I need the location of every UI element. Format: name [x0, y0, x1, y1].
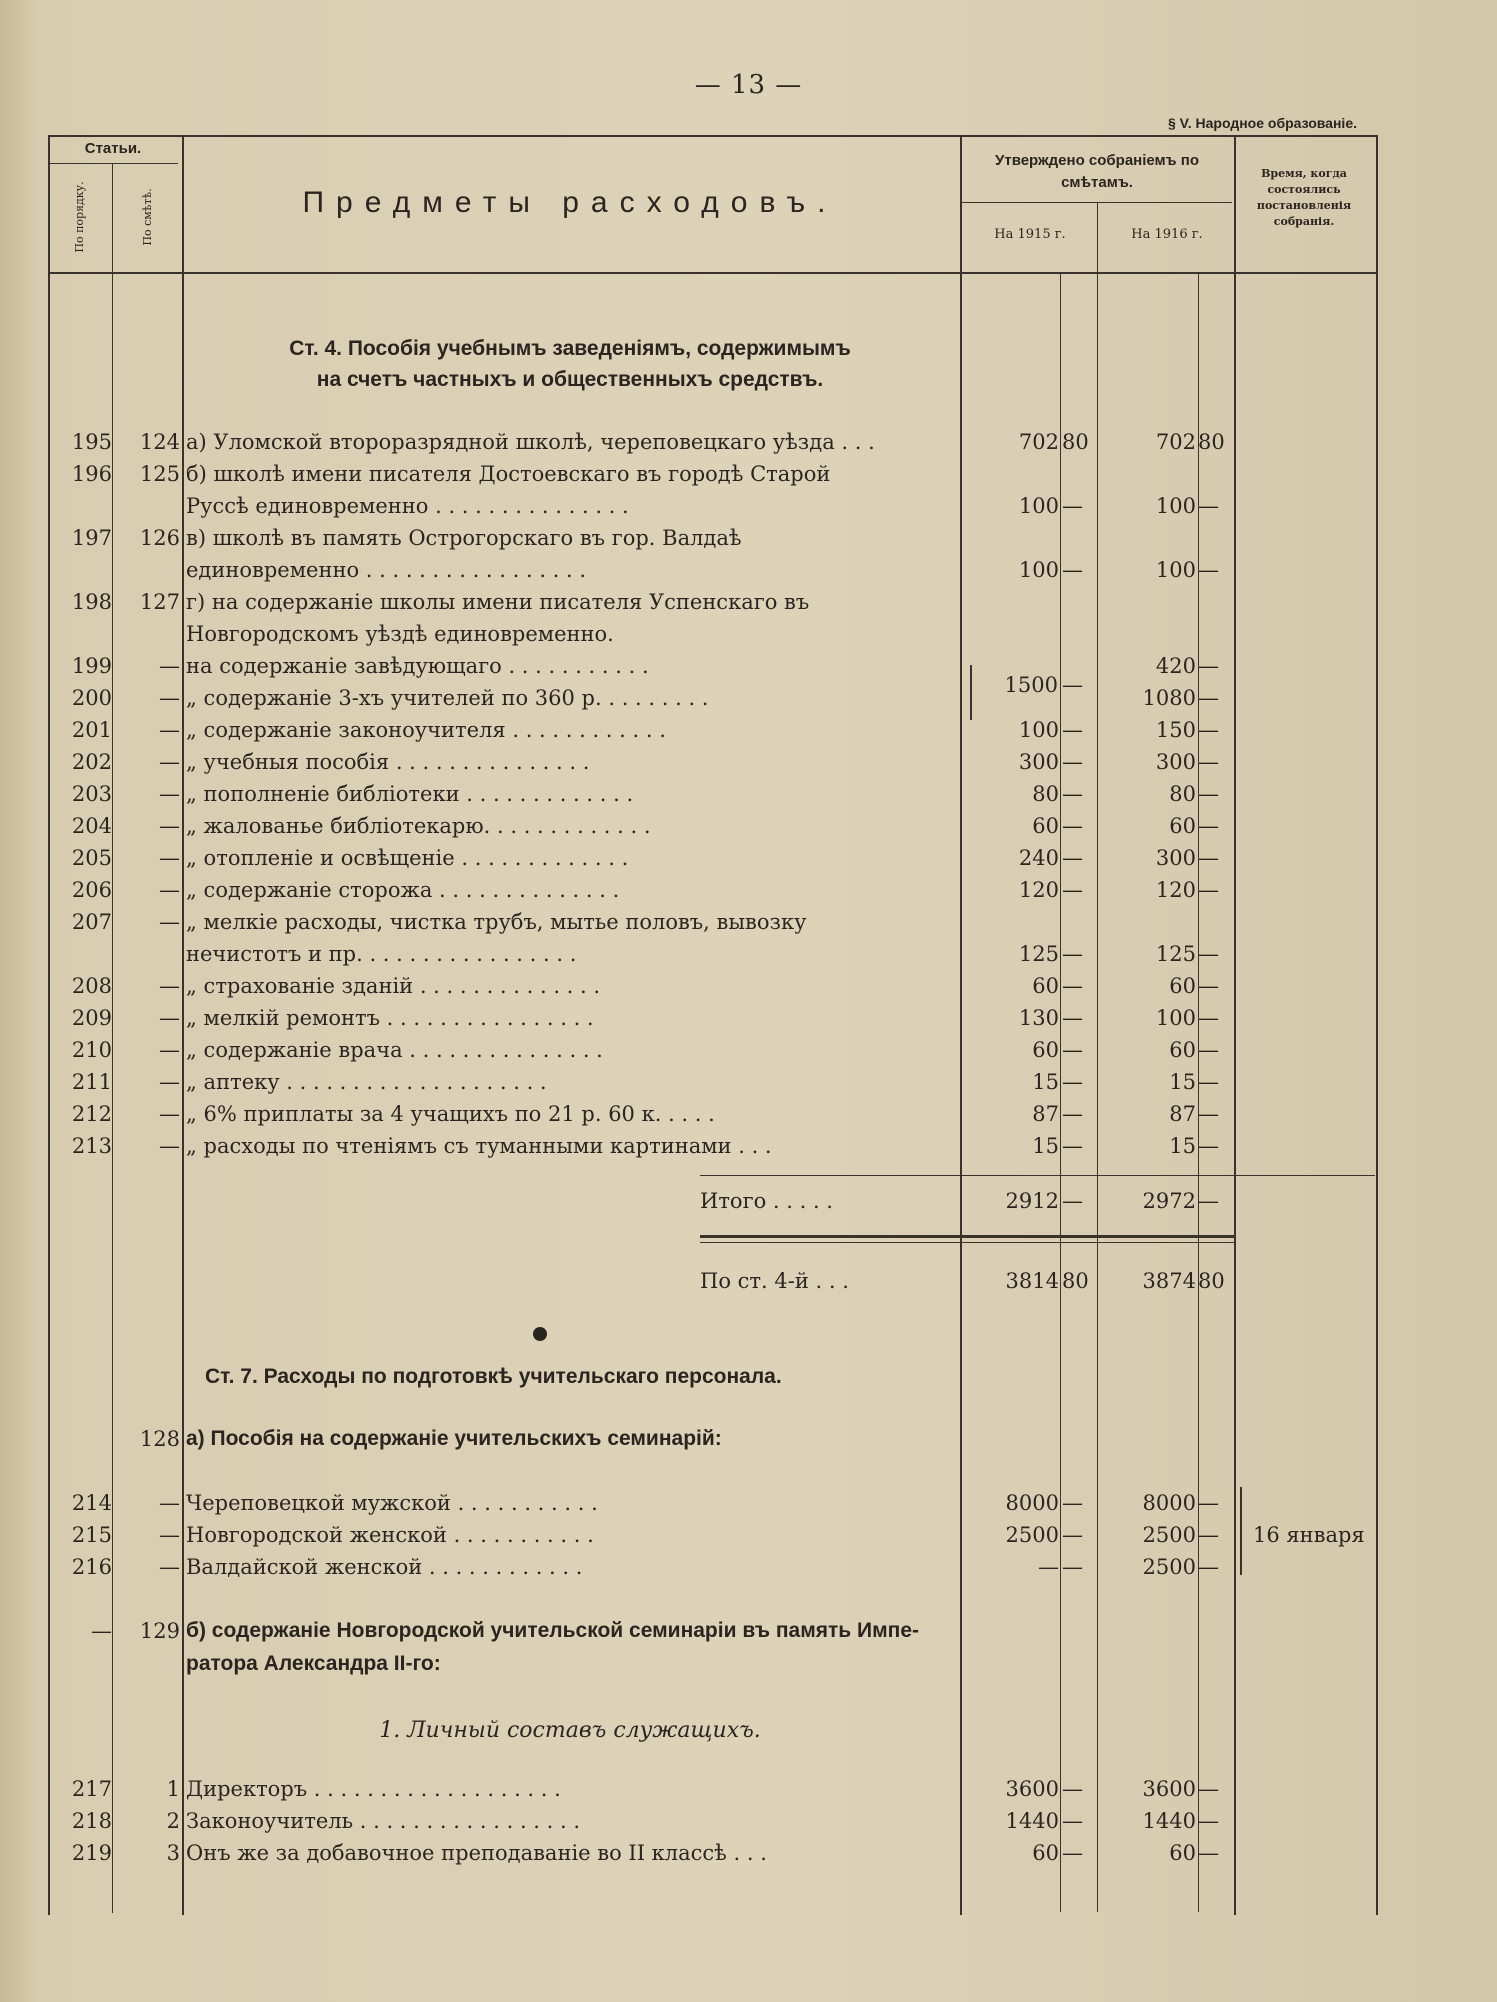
row-smeta-number: —: [159, 718, 180, 742]
value-1916-kop: —: [1198, 1491, 1219, 1515]
value-1916-kop: —: [1198, 846, 1219, 870]
table-row: [0, 556, 1497, 586]
table-row: [0, 1100, 1497, 1130]
row-text: Новгородскомъ уѣздѣ единовременно.: [186, 622, 614, 646]
row-number: 212: [71, 1102, 112, 1126]
row-text: „ содержаніе 3-хъ учителей по 360 р. . . . . . . . .: [186, 686, 709, 710]
value-1500-kop: —: [1062, 673, 1083, 697]
value-1916: 60: [1169, 1038, 1196, 1062]
row-text: Онъ же за добавочное преподаваніе во II классѣ . . .: [186, 1841, 767, 1865]
itogo-1915-kop: —: [1062, 1189, 1083, 1213]
row-smeta-number: —: [159, 1134, 180, 1158]
row-text: Директоръ . . . . . . . . . . . . . . . . . . .: [186, 1777, 561, 1801]
header-predmety: Предметы расходовъ.: [302, 186, 838, 219]
table-row: [0, 684, 1497, 714]
itogo-rule-bottom-2: [700, 1242, 1235, 1243]
row-number: 217: [71, 1777, 112, 1801]
row-text: „ 6% приплаты за 4 учащихъ по 21 р. 60 к. . . . .: [186, 1102, 715, 1126]
table-row: [0, 940, 1497, 970]
value-1916: 60: [1169, 974, 1196, 998]
table-top-rule: [48, 135, 1378, 137]
row-number: 219: [71, 1841, 112, 1865]
value-1916: 3600: [1142, 1777, 1196, 1801]
section-title: § V. Народное образованіе.: [1168, 115, 1357, 131]
row-text: „ отопленіе и освѣщеніе . . . . . . . . . . . . .: [186, 846, 629, 870]
value-1916-kop: —: [1198, 750, 1219, 774]
row-smeta-number: —: [159, 846, 180, 870]
row-number: 199: [71, 654, 112, 678]
row-129-text-1: б) содержаніе Новгородской учительской семинаріи въ память Импе-: [186, 1619, 920, 1642]
value-1500: 1500: [1004, 673, 1058, 697]
value-1916: 702: [1155, 430, 1196, 454]
table-row: [0, 748, 1497, 778]
table-row: [0, 1775, 1497, 1805]
value-1916: 420: [1155, 654, 1196, 678]
row-text: Законоучитель . . . . . . . . . . . . . . . . .: [186, 1809, 581, 1833]
row-number: 211: [71, 1070, 112, 1094]
value-1916: 300: [1155, 750, 1196, 774]
value-1915: 8000: [1005, 1491, 1059, 1515]
value-1916: 150: [1155, 718, 1196, 742]
row-129-smeta: 129: [139, 1619, 180, 1643]
row-smeta-number: 126: [139, 526, 180, 550]
value-1916-kop: —: [1198, 494, 1219, 518]
value-1916: 125: [1155, 942, 1196, 966]
row-text: б) школѣ имени писателя Достоевскаго въ городѣ Старой: [186, 462, 831, 486]
value-1916-kop: —: [1198, 558, 1219, 582]
value-1916: 60: [1169, 814, 1196, 838]
table-row: [0, 1839, 1497, 1869]
row-smeta-number: —: [159, 910, 180, 934]
row-smeta-number: —: [159, 1038, 180, 1062]
header-po-poryadku: По порядку.: [73, 181, 86, 253]
row-number: 210: [71, 1038, 112, 1062]
value-1915: —: [1038, 1555, 1059, 1579]
table-row: [0, 428, 1497, 458]
row-text: „ содержаніе врача . . . . . . . . . . . . . . .: [186, 1038, 603, 1062]
value-1915-kop: —: [1062, 750, 1083, 774]
value-1916-kop: —: [1198, 1038, 1219, 1062]
table-row: [0, 1489, 1497, 1519]
table-row: [0, 588, 1497, 618]
row-number: 209: [71, 1006, 112, 1030]
row-number: 216: [71, 1555, 112, 1579]
row-text: „ страхованіе зданій . . . . . . . . . . . . . .: [186, 974, 601, 998]
table-row: [0, 876, 1497, 906]
header-statyi: Статьи.: [84, 140, 142, 157]
header-year-1916: На 1916 г.: [1131, 227, 1203, 242]
table-row: [0, 620, 1497, 650]
value-1915-kop: —: [1062, 1841, 1083, 1865]
value-1916: 80: [1169, 782, 1196, 806]
value-1916-kop: —: [1198, 654, 1219, 678]
value-1915-kop: —: [1062, 1102, 1083, 1126]
value-1916: 100: [1155, 494, 1196, 518]
row-smeta-number: —: [159, 654, 180, 678]
table-row: [0, 652, 1497, 682]
value-1915: 2500: [1005, 1523, 1059, 1547]
po-st4-1915: 3814: [1005, 1269, 1059, 1293]
itogo-row: [0, 1187, 1497, 1217]
value-1915-kop: —: [1062, 1038, 1083, 1062]
value-1916-kop: —: [1198, 1555, 1219, 1579]
value-1916-kop: —: [1198, 1841, 1219, 1865]
value-1915: 702: [1018, 430, 1059, 454]
row-text: Череповецкой мужской . . . . . . . . . . .: [186, 1491, 598, 1515]
row-text: „ содержаніе законоучителя . . . . . . . . . . . .: [186, 718, 666, 742]
value-1915-kop: —: [1062, 814, 1083, 838]
value-1916-kop: —: [1198, 814, 1219, 838]
value-1915-kop: —: [1062, 942, 1083, 966]
row-smeta-number: 3: [166, 1841, 180, 1865]
row-text: „ пополненіе библіотеки . . . . . . . . . . . . .: [186, 782, 634, 806]
row-smeta-number: —: [159, 782, 180, 806]
value-1915-kop: —: [1062, 1491, 1083, 1515]
table-row: [0, 1553, 1497, 1583]
value-1916: 87: [1169, 1102, 1196, 1126]
subheading-staff: 1. Личный составъ служащихъ.: [379, 1718, 761, 1743]
value-1915-kop: 80: [1062, 430, 1089, 454]
value-1916: 120: [1155, 878, 1196, 902]
value-1915: 60: [1032, 1841, 1059, 1865]
row-smeta-number: —: [159, 686, 180, 710]
value-1915-kop: —: [1062, 974, 1083, 998]
value-1915: 60: [1032, 974, 1059, 998]
value-1915: 15: [1032, 1134, 1059, 1158]
header-year-1915: На 1915 г.: [994, 227, 1066, 242]
row-number: 201: [71, 718, 112, 742]
value-1915-kop: —: [1062, 846, 1083, 870]
row-number: 195: [71, 430, 112, 454]
row-smeta-number: —: [159, 974, 180, 998]
value-1915: 87: [1032, 1102, 1059, 1126]
value-1915-kop: —: [1062, 782, 1083, 806]
row-smeta-number: —: [159, 1102, 180, 1126]
row-129-cont: [0, 1650, 1497, 1680]
value-1915: 15: [1032, 1070, 1059, 1094]
table-row: [0, 780, 1497, 810]
value-1915-kop: —: [1062, 1555, 1083, 1579]
value-1916-kop: —: [1198, 1523, 1219, 1547]
row-text: „ мелкій ремонтъ . . . . . . . . . . . . . . . .: [186, 1006, 594, 1030]
header-po-smete: По смѣтѣ.: [141, 188, 154, 246]
value-1915-kop: —: [1062, 718, 1083, 742]
value-1915: 3600: [1005, 1777, 1059, 1801]
value-1916: 100: [1155, 1006, 1196, 1030]
table-row: [0, 972, 1497, 1002]
table-row: [0, 1807, 1497, 1837]
row-text: а) Уломской второразрядной школѣ, череповецкаго уѣзда . . .: [186, 430, 875, 454]
row-smeta-number: 127: [139, 590, 180, 614]
value-1915-kop: —: [1062, 1070, 1083, 1094]
row-number: 214: [71, 1491, 112, 1515]
row-smeta-number: 124: [139, 430, 180, 454]
value-1915: 60: [1032, 814, 1059, 838]
time-16-january: 16 января: [1253, 1523, 1365, 1547]
table-row: [0, 908, 1497, 938]
row-number: 213: [71, 1134, 112, 1158]
row-number: 198: [71, 590, 112, 614]
header-vremya: Время, когда состоялись постановленія собранія.: [1256, 167, 1352, 228]
value-1916-kop: —: [1198, 1809, 1219, 1833]
value-1916-kop: —: [1198, 1070, 1219, 1094]
value-1916-kop: —: [1198, 942, 1219, 966]
value-1915-kop: —: [1062, 1523, 1083, 1547]
table-row: [0, 716, 1497, 746]
row-text: „ мелкіе расходы, чистка трубъ, мытье половъ, вывозку: [186, 910, 807, 934]
itogo-1916: 2972: [1142, 1189, 1196, 1213]
value-1916-kop: —: [1198, 1777, 1219, 1801]
row-smeta-number: —: [159, 1070, 180, 1094]
itogo-label: Итого . . . . .: [700, 1189, 833, 1213]
table-row: [0, 1004, 1497, 1034]
table-row: [0, 460, 1497, 490]
row-smeta-number: —: [159, 1491, 180, 1515]
row-text: „ жалованье библіотекарю. . . . . . . . . . . . .: [186, 814, 651, 838]
table-row: [0, 1036, 1497, 1066]
page-number: — 13 —: [694, 70, 803, 100]
row-129-text-2: ратора Александра II-го:: [186, 1652, 441, 1675]
value-1915: 1440: [1005, 1809, 1059, 1833]
row-number: 204: [71, 814, 112, 838]
value-1915: 100: [1018, 718, 1059, 742]
value-1916: 100: [1155, 558, 1196, 582]
po-st4-1916: 3874: [1142, 1269, 1196, 1293]
row-number: 206: [71, 878, 112, 902]
row-number: 205: [71, 846, 112, 870]
itogo-1915: 2912: [1005, 1189, 1059, 1213]
row-smeta-number: —: [159, 878, 180, 902]
row-number: 207: [71, 910, 112, 934]
row-number: 203: [71, 782, 112, 806]
brace-16jan: [1240, 1487, 1242, 1575]
row-smeta-number: —: [159, 814, 180, 838]
row-smeta-number: 2: [166, 1809, 180, 1833]
value-1915: 125: [1018, 942, 1059, 966]
value-1916-kop: —: [1198, 974, 1219, 998]
table-row: [0, 492, 1497, 522]
value-1916: 8000: [1142, 1491, 1196, 1515]
value-1915: 120: [1018, 878, 1059, 902]
value-1915: 300: [1018, 750, 1059, 774]
table-row: [0, 1132, 1497, 1162]
value-1916: 15: [1169, 1070, 1196, 1094]
row-129-num: —: [91, 1619, 112, 1643]
row-text: Руссѣ единовременно . . . . . . . . . . . . . . .: [186, 494, 629, 518]
row-text: на содержаніе завѣдующаго . . . . . . . . . . .: [186, 654, 649, 678]
value-1916-kop: —: [1198, 1102, 1219, 1126]
row-number: 202: [71, 750, 112, 774]
value-1915: 130: [1018, 1006, 1059, 1030]
po-st4-1915-kop: 80: [1062, 1269, 1089, 1293]
value-1915-kop: —: [1062, 1006, 1083, 1030]
value-1915-kop: —: [1062, 1777, 1083, 1801]
header-bottom-rule: [48, 272, 1378, 274]
row-text: Новгородской женской . . . . . . . . . . .: [186, 1523, 594, 1547]
row-number: 200: [71, 686, 112, 710]
header-utverzhdeno: Утверждено собраніемъ по смѣтамъ.: [995, 152, 1199, 191]
row-number: 215: [71, 1523, 112, 1547]
value-1915: 100: [1018, 494, 1059, 518]
row-text: „ аптеку . . . . . . . . . . . . . . . . . . . .: [186, 1070, 547, 1094]
value-1916: 60: [1169, 1841, 1196, 1865]
ink-dot: [533, 1327, 547, 1341]
row-number: 197: [71, 526, 112, 550]
row-text: Валдайской женской . . . . . . . . . . . .: [186, 1555, 583, 1579]
art4-title-line2: на счетъ частныхъ и общественныхъ средствъ.: [316, 368, 824, 391]
row-number: 208: [71, 974, 112, 998]
row-128: [0, 1425, 1497, 1455]
po-st4-label: По ст. 4-й . . .: [700, 1269, 849, 1293]
value-1916: 300: [1155, 846, 1196, 870]
value-1916-kop: —: [1198, 686, 1219, 710]
row-129: [0, 1617, 1497, 1647]
value-1916-kop: —: [1198, 718, 1219, 742]
itogo-rule-top: [700, 1175, 1375, 1176]
row-smeta-number: —: [159, 1555, 180, 1579]
value-1916: 2500: [1142, 1555, 1196, 1579]
row-text: нечистотъ и пр. . . . . . . . . . . . . . . . .: [186, 942, 577, 966]
row-number: 196: [71, 462, 112, 486]
row-number: 218: [71, 1809, 112, 1833]
value-1915-kop: —: [1062, 1809, 1083, 1833]
row-text: в) школѣ въ память Острогорскаго въ гор. Валдаѣ: [186, 526, 742, 550]
value-1916-kop: —: [1198, 1006, 1219, 1030]
value-1916-kop: —: [1198, 878, 1219, 902]
row-text: г) на содержаніе школы имени писателя Успенскаго въ: [186, 590, 810, 614]
row-text: „ содержаніе сторожа . . . . . . . . . . . . . .: [186, 878, 620, 902]
row-smeta-number: —: [159, 1006, 180, 1030]
itogo-1916-kop: —: [1198, 1189, 1219, 1213]
value-1916: 1080: [1142, 686, 1196, 710]
row-text: „ учебныя пособія . . . . . . . . . . . . . . .: [186, 750, 590, 774]
table-row: [0, 524, 1497, 554]
value-1916: 1440: [1142, 1809, 1196, 1833]
value-1915-kop: —: [1062, 878, 1083, 902]
value-1915-kop: —: [1062, 558, 1083, 582]
row-smeta-number: 125: [139, 462, 180, 486]
row-128-text: а) Пособія на содержаніе учительскихъ семинарій:: [186, 1427, 722, 1450]
statyi-rule: [48, 163, 178, 164]
table-row: [0, 812, 1497, 842]
row-smeta-number: 1: [166, 1777, 180, 1801]
value-1916-kop: —: [1198, 782, 1219, 806]
value-1915: 240: [1018, 846, 1059, 870]
po-st4-row: [0, 1267, 1497, 1297]
art7-title: Ст. 7. Расходы по подготовкѣ учительскаго персонала.: [205, 1365, 782, 1388]
value-1915: 80: [1032, 782, 1059, 806]
row-smeta-number: —: [159, 1523, 180, 1547]
value-1916: 15: [1169, 1134, 1196, 1158]
row-128-smeta: 128: [139, 1427, 180, 1451]
row-text: единовременно . . . . . . . . . . . . . . . . .: [186, 558, 587, 582]
itogo-rule-bottom: [700, 1235, 1235, 1238]
value-1916-kop: —: [1198, 1134, 1219, 1158]
value-1915-kop: —: [1062, 1134, 1083, 1158]
row-text: „ расходы по чтеніямъ съ туманными картинами . . .: [186, 1134, 772, 1158]
table-row: [0, 844, 1497, 874]
value-1915: 100: [1018, 558, 1059, 582]
value-1916-kop: 80: [1198, 430, 1225, 454]
table-row: [0, 1068, 1497, 1098]
value-1915-kop: —: [1062, 494, 1083, 518]
row-smeta-number: —: [159, 750, 180, 774]
brace-1500: [970, 665, 972, 720]
art4-title-line1: Ст. 4. Пособія учебнымъ заведеніямъ, содержимымъ: [289, 337, 851, 360]
po-st4-1916-kop: 80: [1198, 1269, 1225, 1293]
value-1915: 60: [1032, 1038, 1059, 1062]
value-1916: 2500: [1142, 1523, 1196, 1547]
